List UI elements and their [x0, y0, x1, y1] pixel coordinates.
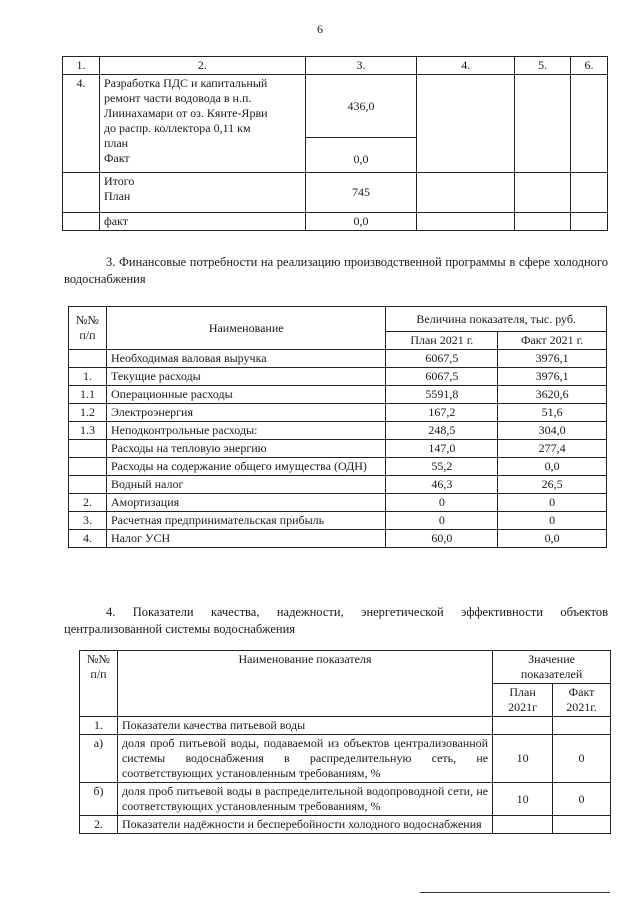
col-plan-header: План 2021г [493, 684, 553, 717]
header-cell: 2. [99, 57, 305, 75]
row-number: 1.3 [69, 422, 107, 440]
table-row [80, 783, 611, 816]
row-name: Операционные расходы [106, 386, 385, 404]
page-number: 6 [317, 22, 323, 36]
header-cell: 1. [63, 57, 100, 75]
fact-value: 0 [498, 494, 607, 512]
header-cell: 3. [305, 57, 417, 75]
indicators-table [79, 650, 611, 834]
row-number: 3. [69, 512, 107, 530]
plan-value: 436,0 [306, 75, 417, 138]
row-number: 2. [80, 816, 118, 834]
finance-table [68, 306, 607, 548]
table-row [80, 717, 611, 735]
row-name: Показатели качества питьевой воды [117, 717, 492, 735]
section-4-title: 4. Показатели качества, надежности, энергетической эффективности объектов централизованной системы водоснабжения [64, 605, 608, 636]
plan-value: 147,0 [386, 440, 498, 458]
row-name: Налог УСН [106, 530, 385, 548]
header-cell: 6. [571, 57, 608, 75]
plan-value: 5591,8 [386, 386, 498, 404]
row-name: Необходимая валовая выручка [106, 350, 385, 368]
fact-value: 304,0 [498, 422, 607, 440]
row-name: Водный налог [106, 476, 385, 494]
table-row [69, 530, 607, 548]
row-name: доля проб питьевой воды в распределительной водопроводной сети, не соответствующих установленным требованиям, % [117, 783, 492, 816]
table-row [69, 458, 607, 476]
row-number [69, 350, 107, 368]
plan-value: 0 [386, 512, 498, 530]
row-name: Расходы на тепловую энергию [106, 440, 385, 458]
row-number [69, 440, 107, 458]
row-name: Амортизация [106, 494, 385, 512]
text-line: Итого [103, 174, 135, 188]
fact-value [553, 816, 611, 834]
plan-value: 60,0 [386, 530, 498, 548]
table-row [69, 476, 607, 494]
plan-value: 10 [493, 735, 553, 783]
plan-value: 10 [493, 783, 553, 816]
text-line: план [103, 136, 129, 150]
text-line: ремонт части водовода в н.п. [103, 91, 252, 105]
col-number-header: №№ п/п [69, 307, 107, 350]
plan-value [493, 816, 553, 834]
table-row [69, 440, 607, 458]
row-number [69, 458, 107, 476]
fact-value: 0,0 [498, 458, 607, 476]
table-row [69, 422, 607, 440]
col-number-header: №№ п/п [80, 651, 118, 717]
table-row [69, 404, 607, 422]
plan-value: 167,2 [386, 404, 498, 422]
fact-value: 0 [553, 783, 611, 816]
plan-value: 46,3 [386, 476, 498, 494]
plan-value: 6067,5 [386, 350, 498, 368]
total-plan: 745 [305, 173, 417, 213]
total-fact: 0,0 [305, 213, 417, 231]
fact-value: 0,0 [498, 530, 607, 548]
row-number: 4. [69, 530, 107, 548]
col-fact-header: Факт 2021г. [553, 684, 611, 717]
text-line: Лиинахамари от оз. Кянте-Ярви [103, 106, 268, 120]
table-header-row [69, 307, 607, 332]
row-name: Показатели надёжности и бесперебойности холодного водоснабжения [117, 816, 492, 834]
table-row [69, 368, 607, 386]
plan-value: 0 [386, 494, 498, 512]
table-row [80, 735, 611, 783]
row-number: 1.1 [69, 386, 107, 404]
plan-value: 6067,5 [386, 368, 498, 386]
table-row [63, 173, 608, 213]
row-number: 4. [63, 75, 100, 173]
value-cell [305, 75, 417, 173]
row-number: 1.2 [69, 404, 107, 422]
text-line: Факт [103, 151, 130, 165]
fact-label: факт [99, 213, 305, 231]
fact-value: 3976,1 [498, 368, 607, 386]
row-name: Неподконтрольные расходы: [106, 422, 385, 440]
table-row [69, 386, 607, 404]
col-fact-header: Факт 2021 г. [498, 332, 607, 350]
text-line: до распр. коллектора 0,11 км [103, 121, 251, 135]
fact-value: 3620,6 [498, 386, 607, 404]
table-row [63, 213, 608, 231]
table-row [69, 494, 607, 512]
row-name: Электроэнергия [106, 404, 385, 422]
table-row [69, 350, 607, 368]
plan-value: 55,2 [386, 458, 498, 476]
fact-value: 3976,1 [498, 350, 607, 368]
text-line: План [103, 189, 131, 203]
fact-value [553, 717, 611, 735]
row-name: Текущие расходы [106, 368, 385, 386]
col-plan-header: План 2021 г. [386, 332, 498, 350]
row-name: Расчетная предпринимательская прибыль [106, 512, 385, 530]
row-number: 2. [69, 494, 107, 512]
plan-value [493, 717, 553, 735]
row-number [69, 476, 107, 494]
fact-value: 0,0 [353, 152, 369, 166]
row-name: Расходы на содержание общего имущества (ОДН) [106, 458, 385, 476]
col-value-header: Значение показателей [493, 651, 611, 684]
row-number: 1. [80, 717, 118, 735]
plan-value: 248,5 [386, 422, 498, 440]
measure-description [99, 75, 305, 173]
table-row [80, 816, 611, 834]
fact-value: 0 [498, 512, 607, 530]
table-header-row [80, 651, 611, 684]
header-cell: 5. [515, 57, 571, 75]
fact-value: 0 [553, 735, 611, 783]
fact-value: 26,5 [498, 476, 607, 494]
total-label [99, 173, 305, 213]
text-line: Разработка ПДС и капитальный [103, 76, 268, 90]
row-number: б) [80, 783, 118, 816]
row-number: 1. [69, 368, 107, 386]
fact-value: 51,6 [498, 404, 607, 422]
col-name-header: Наименование показателя [117, 651, 492, 717]
table-row [69, 512, 607, 530]
row-number: а) [80, 735, 118, 783]
header-cell: 4. [417, 57, 515, 75]
footer-rule [420, 892, 610, 893]
program-table [62, 56, 608, 231]
col-name-header: Наименование [106, 307, 385, 350]
section-3-title: 3. Финансовые потребности на реализацию производственной программы в сфере холодного водоснабжения [64, 255, 608, 286]
row-name: доля проб питьевой воды, подаваемой из объектов централизованной системы водоснабжения в распределительную сеть, не соответствующих установленным требованиям, % [117, 735, 492, 783]
fact-value: 277,4 [498, 440, 607, 458]
table-row [63, 75, 608, 173]
col-value-header: Величина показателя, тыс. руб. [386, 307, 607, 332]
table-header-row [63, 57, 608, 75]
